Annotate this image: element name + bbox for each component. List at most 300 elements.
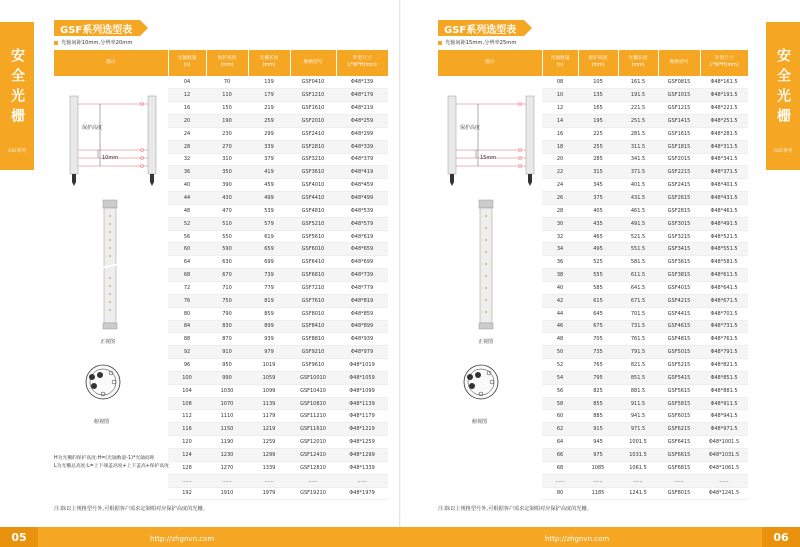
table-cell: 550	[206, 230, 248, 243]
table-cell: GSF6615	[658, 448, 700, 461]
table-cell: 36	[168, 166, 206, 179]
right-page	[400, 0, 766, 527]
table-cell: Φ48*821.5	[700, 359, 748, 372]
table-cell: 645	[578, 307, 618, 320]
table-cell: GSF4615	[658, 320, 700, 333]
table-cell: GSF1615	[658, 127, 700, 140]
table-cell: 1299	[248, 448, 290, 461]
table-cell: Φ48*1979	[336, 487, 388, 500]
table-cell: GSF3415	[658, 243, 700, 256]
table-cell: 311.5	[618, 140, 658, 153]
bottom-view-caption: 俯视图	[472, 419, 488, 425]
table-cell: 230	[206, 127, 248, 140]
table-cell: 32	[168, 153, 206, 166]
table-cell: 22	[542, 166, 578, 179]
light-curtain-drawing	[60, 94, 170, 194]
table-cell: Φ48*379	[336, 153, 388, 166]
table-cell: GSF1815	[658, 140, 700, 153]
table-cell: Φ48*1339	[336, 461, 388, 474]
table-cell: 830	[206, 320, 248, 333]
table-cell: 881.5	[618, 384, 658, 397]
table-cell: GSF3210	[290, 153, 336, 166]
table-cell: GSF6010	[290, 243, 336, 256]
table-cell: 975	[578, 448, 618, 461]
table-cell: 315	[578, 166, 618, 179]
table-cell: 465	[578, 230, 618, 243]
table-cell: 1270	[206, 461, 248, 474]
table-cell: 1150	[206, 423, 248, 436]
table-cell: 1190	[206, 436, 248, 449]
table-cell: 911.5	[618, 397, 658, 410]
table-cell: Φ48*791.5	[700, 346, 748, 359]
table-cell: 731.5	[618, 320, 658, 333]
table-cell: GSF6410	[290, 256, 336, 269]
table-cell: Φ48*371.5	[700, 166, 748, 179]
table-cell: GSF4010	[290, 179, 336, 192]
table-cell: Φ48*461.5	[700, 204, 748, 217]
table-cell: 191.5	[618, 89, 658, 102]
bottom-view-drawing	[78, 362, 128, 402]
table-cell: 1030	[206, 384, 248, 397]
subtitle-text: 光轴间距10mm,分辨率20mm	[61, 40, 133, 46]
table-cell: 221.5	[618, 102, 658, 115]
table-cell: 1070	[206, 397, 248, 410]
footnote: 注:除以上规格型号外,可根据客户需求定制相对应保护高度的光栅。	[438, 506, 592, 512]
table-cell: 1219	[248, 423, 290, 436]
table-cell: GSF1210	[290, 89, 336, 102]
table-cell: 72	[168, 282, 206, 295]
table-cell: 24	[168, 127, 206, 140]
table-cell: 18	[542, 140, 578, 153]
col-header: 规格型号	[290, 50, 336, 76]
table-cell: GSF10010	[290, 371, 336, 384]
table-cell: 1139	[248, 397, 290, 410]
table-cell: 10	[542, 89, 578, 102]
table-cell: ......	[542, 474, 578, 487]
table-cell: 88	[168, 333, 206, 346]
table-cell: 255	[578, 140, 618, 153]
table-cell: 52	[168, 217, 206, 230]
table-cell: 765	[578, 359, 618, 372]
table-cell: 58	[542, 397, 578, 410]
table-cell: 16	[168, 102, 206, 115]
table-cell: 56	[542, 384, 578, 397]
table-cell: 42	[542, 294, 578, 307]
table-cell: 62	[542, 423, 578, 436]
table-cell: 819	[248, 294, 290, 307]
table-cell: Φ48*1219	[336, 423, 388, 436]
table-cell: 791.5	[618, 346, 658, 359]
table-cell: 116	[168, 423, 206, 436]
table-cell: 990	[206, 371, 248, 384]
table-cell: GSF8010	[290, 307, 336, 320]
table-cell: 150	[206, 102, 248, 115]
formula-notes	[54, 455, 169, 470]
website-link[interactable]: http://zhgnvn.com	[150, 535, 215, 543]
bottom-view-caption: 俯视图	[94, 419, 110, 425]
table-cell: GSF6415	[658, 436, 700, 449]
website-link[interactable]: http://zhgnvn.com	[545, 535, 610, 543]
table-cell: GSF12810	[290, 461, 336, 474]
table-cell: Φ48*851.5	[700, 371, 748, 384]
table-cell: Φ48*539	[336, 204, 388, 217]
col-header: 外型尺寸 L*W*H(mm)	[700, 50, 748, 76]
protect-height-label: 保护高度	[82, 125, 103, 131]
table-cell: 20	[168, 115, 206, 128]
table-cell: 190	[206, 115, 248, 128]
table-cell: Φ48*401.5	[700, 179, 748, 192]
table-cell: 941.5	[618, 410, 658, 423]
table-cell: 459	[248, 179, 290, 192]
table-cell: GSF4215	[658, 294, 700, 307]
table-cell: 12	[542, 102, 578, 115]
table-cell: GSF8015	[658, 487, 700, 500]
table-cell: 779	[248, 282, 290, 295]
table-cell: 1099	[248, 384, 290, 397]
table-cell: Φ48*579	[336, 217, 388, 230]
table-cell: Φ48*1241.5	[700, 487, 748, 500]
footnote: 注:除以上规格型号外,可根据客户需求定制相对应保护高度的光栅。	[54, 506, 208, 512]
table-cell: GSF3215	[658, 230, 700, 243]
table-cell: GSF1215	[658, 102, 700, 115]
table-cell: 120	[168, 436, 206, 449]
table-cell: GSF4415	[658, 307, 700, 320]
col-header: 图示	[54, 50, 168, 76]
table-cell: Φ48*1099	[336, 384, 388, 397]
table-cell: 44	[168, 192, 206, 205]
table-cell: 431.5	[618, 192, 658, 205]
table-cell: GSF3610	[290, 166, 336, 179]
table-cell: 128	[168, 461, 206, 474]
table-cell: GSF4815	[658, 333, 700, 346]
table-cell: 299	[248, 127, 290, 140]
table-cell: 108	[168, 397, 206, 410]
table-cell: Φ48*611.5	[700, 269, 748, 282]
table-cell: 611.5	[618, 269, 658, 282]
table-cell: Φ48*911.5	[700, 397, 748, 410]
front-view-drawing	[476, 198, 496, 333]
table-cell: 859	[248, 307, 290, 320]
table-cell: GSF5415	[658, 371, 700, 384]
table-cell: Φ48*1139	[336, 397, 388, 410]
col-header: 图示	[438, 50, 542, 76]
table-cell: 219	[248, 102, 290, 115]
table-cell: 910	[206, 346, 248, 359]
table-cell: Φ48*899	[336, 320, 388, 333]
table-cell: 345	[578, 179, 618, 192]
table-cell: Φ48*671.5	[700, 294, 748, 307]
table-cell: 66	[542, 448, 578, 461]
table-cell: GSF10810	[290, 397, 336, 410]
front-view-drawing	[100, 198, 120, 333]
table-cell: 699	[248, 256, 290, 269]
table-cell: 192	[168, 487, 206, 500]
right-side-tab	[766, 22, 800, 170]
bullet-icon	[54, 41, 58, 45]
table-cell: ......	[248, 474, 290, 487]
table-cell: 750	[206, 294, 248, 307]
table-cell: Φ48*521.5	[700, 230, 748, 243]
table-cell: 551.5	[618, 243, 658, 256]
table-cell: 945	[578, 436, 618, 449]
table-cell: 100	[168, 371, 206, 384]
table-cell: 259	[248, 115, 290, 128]
table-cell: Φ48*1019	[336, 359, 388, 372]
table-cell: 341.5	[618, 153, 658, 166]
table-cell: 821.5	[618, 359, 658, 372]
table-cell: 80	[542, 487, 578, 500]
table-cell: 585	[578, 282, 618, 295]
table-cell: Φ48*191.5	[700, 89, 748, 102]
table-cell: 04	[168, 76, 206, 89]
table-cell: 139	[248, 76, 290, 89]
table-cell: Φ48*819	[336, 294, 388, 307]
bottom-view-drawing	[456, 362, 506, 402]
table-cell: GSF12010	[290, 436, 336, 449]
table-row	[438, 76, 748, 89]
table-cell: 495	[578, 243, 618, 256]
table-cell: 08	[542, 76, 578, 89]
pitch-label: 15mm	[480, 155, 497, 161]
table-cell: 54	[542, 371, 578, 384]
page-number: 06	[762, 527, 800, 547]
page-title: GSF系列选型表	[54, 20, 140, 36]
table-cell: 1910	[206, 487, 248, 500]
table-header-row	[54, 50, 388, 76]
table-cell: Φ48*979	[336, 346, 388, 359]
table-cell: 390	[206, 179, 248, 192]
table-cell: 670	[206, 269, 248, 282]
page-title: GSF系列选型表	[438, 20, 524, 36]
table-cell: 1059	[248, 371, 290, 384]
table-cell: GSF2415	[658, 179, 700, 192]
table-cell: ......	[206, 474, 248, 487]
table-cell: 371.5	[618, 166, 658, 179]
table-cell: GSF6810	[290, 269, 336, 282]
table-cell: 60	[542, 410, 578, 423]
protect-height-label: 保护高度	[460, 125, 481, 131]
table-cell: Φ48*859	[336, 307, 388, 320]
table-cell: 619	[248, 230, 290, 243]
table-cell: 28	[168, 140, 206, 153]
table-cell: 701.5	[618, 307, 658, 320]
table-cell: 435	[578, 217, 618, 230]
table-cell: 339	[248, 140, 290, 153]
side-tab-title: 安全光栅	[775, 48, 791, 128]
table-cell: GSF3015	[658, 217, 700, 230]
table-cell: 401.5	[618, 179, 658, 192]
table-cell: GSF2015	[658, 153, 700, 166]
table-cell: GSF3815	[658, 269, 700, 282]
table-cell: 510	[206, 217, 248, 230]
table-cell: 112	[168, 410, 206, 423]
front-view-caption: 正视图	[478, 339, 494, 345]
table-cell: GSF9210	[290, 346, 336, 359]
table-cell: 971.5	[618, 423, 658, 436]
table-cell: 1339	[248, 461, 290, 474]
table-cell: GSF0815	[658, 76, 700, 89]
table-cell: 70	[206, 76, 248, 89]
table-cell: 1259	[248, 436, 290, 449]
table-cell: 64	[168, 256, 206, 269]
table-cell: 48	[168, 204, 206, 217]
table-cell: Φ48*939	[336, 333, 388, 346]
table-cell: Φ48*419	[336, 166, 388, 179]
table-cell: Φ48*499	[336, 192, 388, 205]
table-cell: GSF6815	[658, 461, 700, 474]
table-row	[54, 76, 388, 89]
side-tab-title: 安全光栅	[9, 48, 25, 128]
table-cell: GSF7610	[290, 294, 336, 307]
table-cell: 28	[542, 204, 578, 217]
table-cell: Φ48*731.5	[700, 320, 748, 333]
table-cell: 915	[578, 423, 618, 436]
table-cell: GSF19210	[290, 487, 336, 500]
table-cell: 761.5	[618, 333, 658, 346]
table-cell: Φ48*1299	[336, 448, 388, 461]
table-cell: 40	[542, 282, 578, 295]
table-cell: GSF2410	[290, 127, 336, 140]
table-cell: ......	[168, 474, 206, 487]
subtitle-text: 光轴间距15mm,分辨率25mm	[445, 40, 517, 46]
table-cell: GSF10410	[290, 384, 336, 397]
table-cell: GSF7210	[290, 282, 336, 295]
table-cell: 48	[542, 333, 578, 346]
table-cell: 885	[578, 410, 618, 423]
table-cell: 525	[578, 256, 618, 269]
table-cell: GSF11210	[290, 410, 336, 423]
table-cell: ......	[658, 474, 700, 487]
table-cell: 1179	[248, 410, 290, 423]
table-cell: 105	[578, 76, 618, 89]
table-cell: Φ48*1031.5	[700, 448, 748, 461]
left-page	[34, 0, 400, 527]
table-cell: 14	[542, 115, 578, 128]
table-cell: 705	[578, 333, 618, 346]
table-cell: Φ48*1061.5	[700, 461, 748, 474]
table-cell: 379	[248, 153, 290, 166]
table-cell: GSF12410	[290, 448, 336, 461]
col-header: 光轴数量 (n)	[542, 50, 578, 76]
table-cell: GSF8810	[290, 333, 336, 346]
table-cell: 870	[206, 333, 248, 346]
table-cell: ......	[336, 474, 388, 487]
table-cell: 825	[578, 384, 618, 397]
table-cell: 225	[578, 127, 618, 140]
table-cell: ......	[700, 474, 748, 487]
table-cell: Φ48*641.5	[700, 282, 748, 295]
table-cell: 1031.5	[618, 448, 658, 461]
table-cell: Φ48*699	[336, 256, 388, 269]
col-header: 光栅长度 (mm)	[248, 50, 290, 76]
table-cell: Φ48*881.5	[700, 384, 748, 397]
bullet-icon	[438, 41, 442, 45]
table-cell: 1019	[248, 359, 290, 372]
table-cell: 20	[542, 153, 578, 166]
table-cell: Φ48*491.5	[700, 217, 748, 230]
table-cell: 499	[248, 192, 290, 205]
table-cell: 1185	[578, 487, 618, 500]
table-cell: ......	[578, 474, 618, 487]
table-cell: GSF1015	[658, 89, 700, 102]
table-cell: 64	[542, 436, 578, 449]
table-cell: 590	[206, 243, 248, 256]
table-cell: Φ48*431.5	[700, 192, 748, 205]
table-cell: GSF0410	[290, 76, 336, 89]
table-cell: Φ48*259	[336, 115, 388, 128]
table-cell: 26	[542, 192, 578, 205]
col-header: 外型尺寸 L*W*H(mm)	[336, 50, 388, 76]
table-cell: GSF5210	[290, 217, 336, 230]
table-cell: GSF11610	[290, 423, 336, 436]
table-cell: Φ48*339	[336, 140, 388, 153]
table-cell: 96	[168, 359, 206, 372]
table-cell: ......	[290, 474, 336, 487]
table-cell: 34	[542, 243, 578, 256]
table-cell: 84	[168, 320, 206, 333]
table-cell: 950	[206, 359, 248, 372]
table-cell: 161.5	[618, 76, 658, 89]
table-cell: GSF2615	[658, 192, 700, 205]
table-cell: Φ48*1001.5	[700, 436, 748, 449]
table-cell: GSF5610	[290, 230, 336, 243]
table-cell: GSF4410	[290, 192, 336, 205]
table-cell: 710	[206, 282, 248, 295]
table-cell: 52	[542, 359, 578, 372]
table-cell: 675	[578, 320, 618, 333]
table-cell: 671.5	[618, 294, 658, 307]
table-cell: GSF4810	[290, 204, 336, 217]
table-cell: 1001.5	[618, 436, 658, 449]
table-cell: 195	[578, 115, 618, 128]
table-cell: Φ48*779	[336, 282, 388, 295]
table-cell: Φ48*161.5	[700, 76, 748, 89]
table-cell: GSF2010	[290, 115, 336, 128]
table-cell: Φ48*1179	[336, 410, 388, 423]
col-header: 保护高度 (mm)	[578, 50, 618, 76]
table-cell: 30	[542, 217, 578, 230]
table-cell: 851.5	[618, 371, 658, 384]
table-cell: Φ48*581.5	[700, 256, 748, 269]
table-cell: Φ48*139	[336, 76, 388, 89]
formula-2: L为光栅总高度:L=上下端盖高度+上下盖高+保护高度	[54, 463, 169, 469]
table-cell: Φ48*941.5	[700, 410, 748, 423]
page-subtitle	[54, 39, 132, 46]
table-cell: 76	[168, 294, 206, 307]
table-cell: GSF5615	[658, 384, 700, 397]
table-cell: Φ48*341.5	[700, 153, 748, 166]
side-tab-subtitle: GSF系列	[8, 149, 26, 154]
table-cell: 419	[248, 166, 290, 179]
col-header: 光栅长度 (mm)	[618, 50, 658, 76]
table-cell: 470	[206, 204, 248, 217]
table-cell: GSF3615	[658, 256, 700, 269]
table-cell: 16	[542, 127, 578, 140]
table-cell: 461.5	[618, 204, 658, 217]
table-cell: GSF5215	[658, 359, 700, 372]
table-cell: Φ48*251.5	[700, 115, 748, 128]
table-cell: 350	[206, 166, 248, 179]
table-cell: 979	[248, 346, 290, 359]
table-cell: 165	[578, 102, 618, 115]
table-cell: GSF6015	[658, 410, 700, 423]
formula-1: H为光栅的保护高度:H=(光轴数量-1)*光轴间距	[54, 456, 155, 461]
table-cell: 1979	[248, 487, 290, 500]
table-cell: 1230	[206, 448, 248, 461]
table-cell: 60	[168, 243, 206, 256]
table-cell: Φ48*1259	[336, 436, 388, 449]
light-curtain-drawing	[438, 94, 548, 194]
